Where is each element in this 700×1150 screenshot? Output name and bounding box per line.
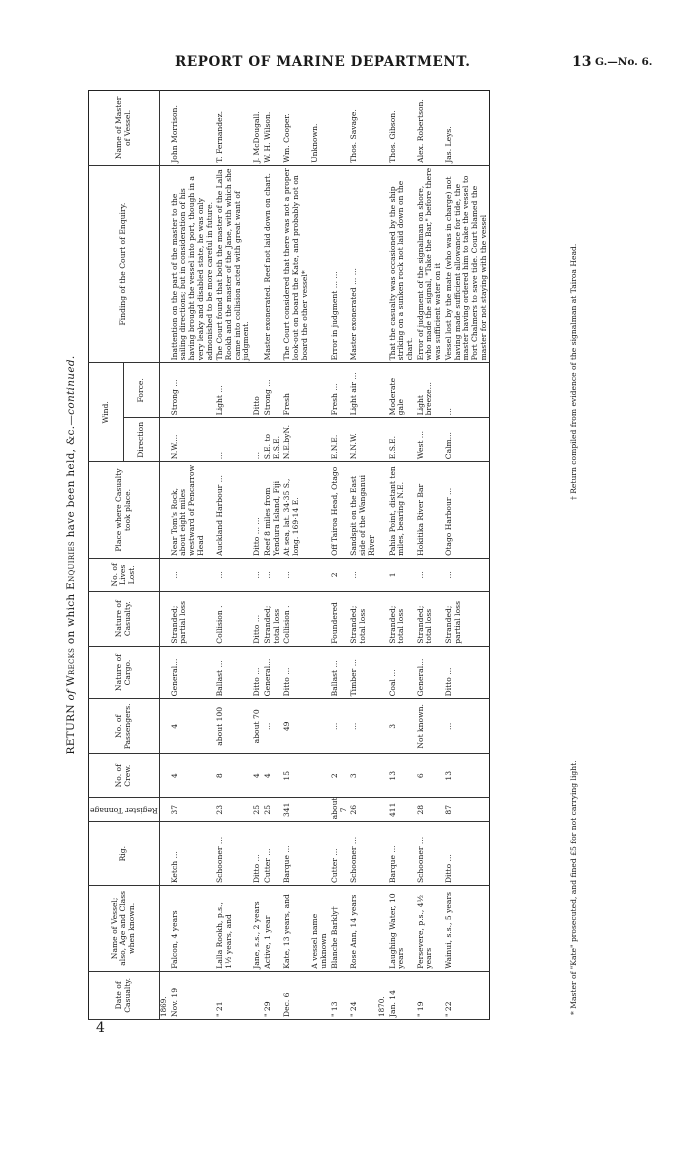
empty-cell	[378, 91, 388, 166]
cell-finding: That the casualty was occasioned by the ship striking on a sunken rock not laid down on the chart.	[388, 165, 416, 363]
empty-cell	[159, 558, 170, 591]
cell-casualty: Stranded; total loss	[263, 591, 282, 646]
cell-passengers: about 70	[252, 699, 263, 754]
col-master: Name of Master of Vessel.	[89, 91, 160, 166]
cell-crew: 13	[388, 754, 416, 798]
empty-cell	[159, 591, 170, 646]
cell-tonnage: 37	[170, 798, 216, 822]
cell-casualty: Collision .	[282, 591, 310, 646]
cell-date: " 22	[444, 971, 490, 1019]
table-row	[170, 91, 216, 1020]
cell-direction: ...	[252, 418, 263, 462]
cell-tonnage: 28	[416, 798, 444, 822]
cell-cargo: Ditto ...	[252, 646, 263, 699]
table-title-continued: continued.	[65, 355, 77, 415]
cell-cargo: Ditto ...	[282, 646, 310, 699]
table-row	[252, 91, 263, 1020]
cell-crew: 13	[444, 754, 490, 798]
cell-casualty: Stranded; total loss	[349, 591, 377, 646]
cell-vessel: Jane, s.s., 2 years	[252, 886, 263, 972]
cell-master: Unknown.	[310, 91, 329, 166]
cell-place: Pahia Point, distant ten miles, bearing N.E.	[388, 462, 416, 559]
cell-tonnage: 25	[252, 798, 263, 822]
cell-cargo: Coal ...	[388, 646, 416, 699]
cell-vessel: Blanche Barkly†	[330, 886, 349, 972]
year-label: 1869.	[159, 971, 170, 1019]
cell-lives: ...	[252, 558, 263, 591]
empty-cell	[159, 886, 170, 972]
col-wind-force: Force.	[124, 363, 159, 418]
empty-cell	[378, 754, 388, 798]
page-number: 13	[572, 54, 592, 70]
cell-direction: N.E.byN.	[282, 418, 310, 462]
col-wind: Wind.	[89, 363, 124, 462]
cell-rig: Barque ...	[282, 822, 310, 886]
col-vessel: Name of Vessel; also, Age and Class when known.	[89, 886, 160, 972]
cell-vessel: Falcon, 4 years	[170, 886, 216, 972]
cell-tonnage: 411	[388, 798, 416, 822]
empty-cell	[378, 822, 388, 886]
table-title-enquiries: Enquiries	[65, 541, 77, 590]
cell-date: " 19	[416, 971, 444, 1019]
cell-finding: Master exonerated. Reef not laid down on chart.	[263, 165, 282, 363]
cell-rig: Ditto ...	[252, 822, 263, 886]
col-cargo: Nature of Cargo.	[89, 646, 160, 699]
col-lives-lost: No. of Lives Lost.	[89, 558, 160, 591]
table-row	[388, 91, 416, 1020]
cell-crew: 4	[252, 754, 263, 798]
empty-cell	[159, 754, 170, 798]
cell-cargo: Ballast ...	[215, 646, 252, 699]
empty-cell	[378, 418, 388, 462]
footnote-kate: * Master of "Kate" prosecuted, and fined £5 for not carrying light.	[569, 760, 578, 1015]
cell-force: Moderate gale	[388, 363, 416, 418]
cell-casualty: Stranded; total loss	[388, 591, 416, 646]
cell-force: Fresh ...	[330, 363, 349, 418]
cell-lives: ...	[215, 558, 252, 591]
cell-direction	[310, 418, 329, 462]
cell-tonnage: 341	[282, 798, 310, 822]
page-header	[0, 50, 700, 80]
cell-passengers: Not known.	[416, 699, 444, 754]
cell-master: Jas. Leys.	[444, 91, 490, 166]
cell-direction: West ...	[416, 418, 444, 462]
table-row	[330, 91, 349, 1020]
cell-place: Ditto ... ...	[252, 462, 263, 559]
cell-vessel: Laughing Water, 10 years	[388, 886, 416, 972]
cell-cargo: Ballast ...	[330, 646, 349, 699]
empty-cell	[378, 558, 388, 591]
cell-force: Light breeze...	[416, 363, 444, 418]
table-row	[349, 91, 377, 1020]
cell-cargo: General...	[416, 646, 444, 699]
cell-lives: ...	[349, 558, 377, 591]
cell-passengers: about 100	[215, 699, 252, 754]
empty-cell	[378, 462, 388, 559]
cell-direction: N.N.W.	[349, 418, 377, 462]
cell-rig: Cutter ...	[330, 822, 349, 886]
cell-lives: 1	[388, 558, 416, 591]
cell-casualty: Stranded; partial loss	[170, 591, 216, 646]
empty-cell	[378, 798, 388, 822]
col-rig: Rig.	[89, 822, 160, 886]
table-row	[215, 91, 252, 1020]
table-title-prefix: RETURN	[65, 704, 77, 755]
header-row	[89, 91, 124, 1020]
year-row	[378, 91, 388, 1020]
cell-force: Ditto	[252, 363, 263, 418]
cell-tonnage: 25	[263, 798, 282, 822]
cell-passengers: 49	[282, 699, 310, 754]
empty-cell	[159, 418, 170, 462]
col-tonnage	[89, 798, 160, 822]
report-title: REPORT OF MARINE DEPARTMENT.	[175, 54, 471, 70]
col-passengers: No. of Passengers.	[89, 699, 160, 754]
empty-cell	[159, 822, 170, 886]
cell-date: " 13	[330, 971, 349, 1019]
year-label: 1870.	[378, 971, 388, 1019]
cell-cargo: General...	[263, 646, 282, 699]
wrecks-table	[88, 90, 490, 1020]
cell-place: Auckland Harbour ...	[215, 462, 252, 559]
cell-direction: E.N.E.	[330, 418, 349, 462]
table-row	[444, 91, 490, 1020]
cell-vessel: Kate, 13 years, and	[282, 886, 310, 972]
empty-cell	[159, 363, 170, 418]
cell-force	[310, 363, 329, 418]
cell-force: Light ...	[215, 363, 252, 418]
cell-finding	[310, 165, 329, 363]
cell-lives: ...	[444, 558, 490, 591]
cell-finding: Error in judgment ... ...	[330, 165, 349, 363]
cell-passengers: ...	[263, 699, 282, 754]
cell-place: Otago Harbour ...	[444, 462, 490, 559]
cell-cargo: Timber ...	[349, 646, 377, 699]
cell-finding: The Court found that both the master of the Lalla Rookh and the master of the Jane, with which she came into collision acted with great want of judgment.	[215, 165, 252, 363]
col-casualty: Nature of Casualty.	[89, 591, 160, 646]
cell-lives: ...	[170, 558, 216, 591]
cell-tonnage: 23	[215, 798, 252, 822]
cell-rig: Schooner ...	[349, 822, 377, 886]
cell-force: Strong ...	[170, 363, 216, 418]
table-row	[282, 91, 310, 1020]
cell-crew: 6	[416, 754, 444, 798]
cell-master: Thos. Savage.	[349, 91, 377, 166]
cell-direction: S.E. to E.S.E.	[263, 418, 282, 462]
empty-cell	[159, 165, 170, 363]
cell-tonnage: 26	[349, 798, 377, 822]
cell-cargo	[310, 646, 329, 699]
cell-force: Light air ...	[349, 363, 377, 418]
cell-vessel: Rose Ann, 14 years	[349, 886, 377, 972]
cell-cargo: Ditto ...	[444, 646, 490, 699]
cell-casualty: Stranded; partial loss	[444, 591, 490, 646]
empty-cell	[378, 699, 388, 754]
cell-vessel: Active, 1 year	[263, 886, 282, 972]
cell-date: " 29	[263, 971, 282, 1019]
cell-master: Wm. Cooper.	[282, 91, 310, 166]
empty-cell	[159, 91, 170, 166]
col-finding: Finding of the Court of Enquiry.	[89, 165, 160, 363]
cell-date	[310, 971, 329, 1019]
cell-vessel: Persevere, p.s., 4½ years	[416, 886, 444, 972]
cell-rig: Schooner ...	[215, 822, 252, 886]
cell-casualty	[310, 591, 329, 646]
cell-master: J. McDougall.	[252, 91, 263, 166]
cell-crew: 4	[170, 754, 216, 798]
col-wind-direction: Direction	[124, 418, 159, 462]
table-title-wrecks: Wrecks	[65, 647, 77, 687]
cell-rig: Cutter ...	[263, 822, 282, 886]
cell-casualty: Ditto ...	[252, 591, 263, 646]
table-title-on-which: on which	[65, 593, 77, 645]
cell-casualty: Stranded; total loss	[416, 591, 444, 646]
cell-rig: Barque ...	[388, 822, 416, 886]
cell-lives	[310, 558, 329, 591]
cell-passengers: 3	[388, 699, 416, 754]
cell-direction: Calm...	[444, 418, 490, 462]
cell-tonnage	[310, 798, 329, 822]
cell-force: ...	[444, 363, 490, 418]
cell-date: " 21	[215, 971, 252, 1019]
footnote-blanche: † Return compiled from evidence of the signalman at Tairoa Head.	[569, 243, 578, 500]
cell-place: Reef 8 miles from Yendura Island, Fiji	[263, 462, 282, 559]
cell-place	[310, 462, 329, 559]
cell-casualty: Collision .	[215, 591, 252, 646]
cell-crew: 2	[330, 754, 349, 798]
cell-date: " 24	[349, 971, 377, 1019]
col-place: Place where Casualty took place.	[89, 462, 160, 559]
cell-place: At sea, lat. 34·35 S., long. 169·14 E.	[282, 462, 310, 559]
year-row	[159, 91, 170, 1020]
cell-direction: N.W....	[170, 418, 216, 462]
cell-master: W. H. Wilson.	[263, 91, 282, 166]
cell-master: John Morrison.	[170, 91, 216, 166]
table-row	[416, 91, 444, 1020]
col-tonnage-label: Register Tonnage	[90, 806, 158, 816]
empty-cell	[378, 165, 388, 363]
cell-date: Jan. 14	[388, 971, 416, 1019]
cell-finding: The Court considered that there was not a proper look-out on board the Kate, and probably not on board the other vessel*	[282, 165, 310, 363]
cell-vessel: Lalla Rookh, p.s., 1½ years, and	[215, 886, 252, 972]
empty-cell	[378, 646, 388, 699]
cell-tonnage: about 7	[330, 798, 349, 822]
cell-casualty: Foundered	[330, 591, 349, 646]
empty-cell	[159, 462, 170, 559]
empty-cell	[378, 591, 388, 646]
cell-vessel: Wainui, s.s., 5 years	[444, 886, 490, 972]
cell-crew: 4	[263, 754, 282, 798]
empty-cell	[159, 646, 170, 699]
table-title-rest: have been held, &c.—	[65, 414, 77, 538]
cell-direction: ...	[215, 418, 252, 462]
cell-direction: E.S.E.	[388, 418, 416, 462]
cell-lives: 2	[330, 558, 349, 591]
empty-cell	[159, 798, 170, 822]
table-title-middle: of	[65, 689, 77, 701]
cell-lives: ...	[263, 558, 282, 591]
cell-crew	[310, 754, 329, 798]
cell-place: Hokitika River Bar	[416, 462, 444, 559]
cell-passengers: ...	[349, 699, 377, 754]
cell-rig	[310, 822, 329, 886]
col-date: Date of Casualty.	[89, 971, 160, 1019]
cell-master	[330, 91, 349, 166]
cell-force: Fresh	[282, 363, 310, 418]
cell-lives: ...	[282, 558, 310, 591]
table-row	[263, 91, 282, 1020]
empty-cell	[159, 699, 170, 754]
cell-master: T. Fernandez.	[215, 91, 252, 166]
cell-rig: Ketch ...	[170, 822, 216, 886]
cell-passengers: ...	[444, 699, 490, 754]
cell-crew: 3	[349, 754, 377, 798]
table-row	[310, 91, 329, 1020]
rotated-table-region	[58, 90, 598, 1020]
cell-finding: Error of judgment of the signalman on shore, who made the signal, "Take the Bar," before there was sufficient water on it	[416, 165, 444, 363]
cell-crew: 15	[282, 754, 310, 798]
cell-place: Off Tairoa Head, Otago	[330, 462, 349, 559]
cell-lives: ...	[416, 558, 444, 591]
table-body	[159, 91, 490, 1020]
cell-rig: Schooner ...	[416, 822, 444, 886]
cell-finding: Inattention on the part of the master to the sailing directions; but in consideration of his having brought the vessel into port, though in a very leaky and disabled state, he was only admonished to be more careful in future.	[170, 165, 216, 363]
cell-finding: Vessel lost by the mate (who was in charge) not having made sufficient allowance for tide, the master having ordered him to take the vessel to Port Chalmers to save tide. Court blamed the master for not staying with the vessel	[444, 165, 490, 363]
cell-passengers: ...	[330, 699, 349, 754]
cell-date	[252, 971, 263, 1019]
empty-cell	[378, 886, 388, 972]
cell-rig: Ditto ...	[444, 822, 490, 886]
cell-place: Sandspit on the East side of the Wanganui River	[349, 462, 377, 559]
cell-date: Nov. 19	[170, 971, 216, 1019]
cell-passengers: 4	[170, 699, 216, 754]
side-page-number: 4	[96, 1020, 105, 1036]
cell-passengers	[310, 699, 329, 754]
cell-vessel: A vessel name unknown	[310, 886, 329, 972]
cell-force: Strong ...	[263, 363, 282, 418]
cell-master: Thos. Gibson.	[388, 91, 416, 166]
cell-cargo: General...	[170, 646, 216, 699]
cell-crew: 8	[215, 754, 252, 798]
document-reference: G.—No. 6.	[595, 56, 653, 68]
col-crew: No. of Crew.	[89, 754, 160, 798]
cell-finding: Master exonerated ... ...	[349, 165, 377, 363]
cell-finding	[252, 165, 263, 363]
cell-master: Alex. Robertson.	[416, 91, 444, 166]
cell-tonnage: 87	[444, 798, 490, 822]
cell-place: Near Tom's Rock, about eight miles westward of Pencarrow Head	[170, 462, 216, 559]
table-title	[58, 90, 84, 1020]
cell-date: Dec. 6	[282, 971, 310, 1019]
empty-cell	[378, 363, 388, 418]
